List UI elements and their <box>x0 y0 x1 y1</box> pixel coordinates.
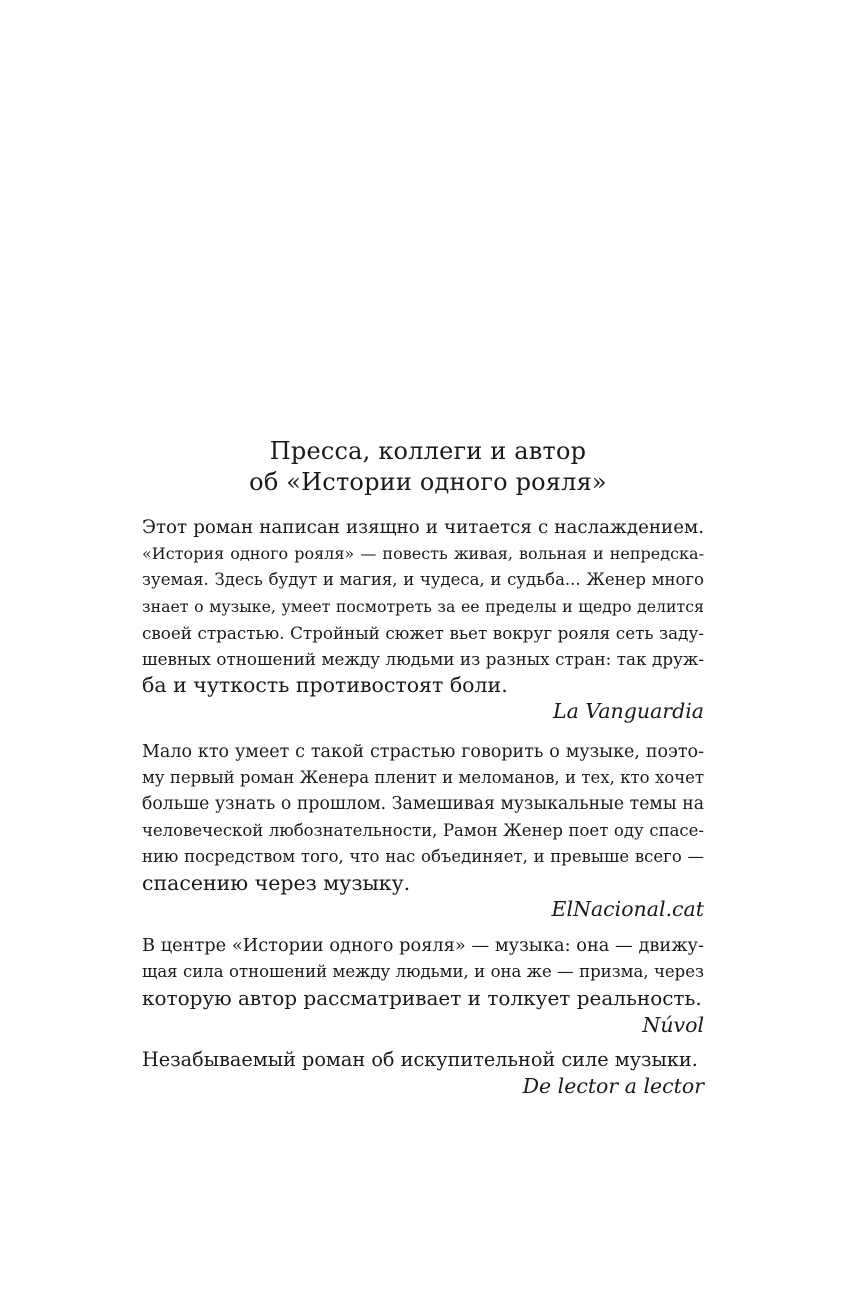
quote-line: Мало кто умеет с такой страстью говорить о музыке, поэто- <box>142 742 704 762</box>
quote-line: Этот роман написан изящно и читается с наслаждением. <box>142 517 704 538</box>
quote-source: ElNacional.cat <box>551 897 704 922</box>
quote-line: нию посредством того, что нас объединяет, и превыше всего — <box>142 846 704 866</box>
review-quote-nuvol <box>142 933 704 1038</box>
heading-line-1: Пресса, коллеги и автор <box>269 437 587 465</box>
page-heading <box>150 436 706 498</box>
quote-line: своей страстью. Стройный сюжет вьет вокруг рояля сеть заду- <box>142 622 704 643</box>
quote-source: La Vanguardia <box>553 699 704 724</box>
quote-line: В центре «Истории одного рояля» — музыка: она — движу- <box>142 936 704 956</box>
quote-line: ба и чуткость противостоят боли. <box>142 673 508 698</box>
review-quote-la-vanguardia <box>142 515 704 725</box>
quote-line: спасению через музыку. <box>142 871 411 896</box>
quote-line: «История одного рояля» — повесть живая, вольная и непредска- <box>142 544 704 564</box>
quote-source: De lector a lector <box>522 1074 704 1099</box>
quote-line: щая сила отношений между людьми, и она же — призма, через <box>142 962 704 982</box>
quote-line: человеческой любознательности, Рамон Женер поет оду спасе- <box>142 820 704 840</box>
quote-source: Núvol <box>642 1012 704 1037</box>
quote-line: знает о музыке, умеет посмотреть за ее пределы и щедро делится <box>142 596 704 616</box>
quote-line: му первый роман Женера пленит и меломанов, и тех, кто хочет <box>142 768 704 788</box>
heading-line-2: об «Истории одного рояля» <box>249 468 607 496</box>
quote-line: которую автор рассматривает и толкует реальность. <box>142 986 702 1011</box>
review-quote-elnacional <box>142 739 704 922</box>
review-quote-de-lector <box>142 1047 704 1099</box>
quote-line: шевных отношений между людьми из разных стран: так друж- <box>142 649 704 670</box>
quote-line: зуемая. Здесь будут и магия, и чудеса, и судьба... Женер много <box>142 570 704 590</box>
quote-line: Незабываемый роман об искупительной силе музыки. <box>142 1048 698 1071</box>
quote-line: больше узнать о прошлом. Замешивая музыкальные темы на <box>142 794 704 815</box>
